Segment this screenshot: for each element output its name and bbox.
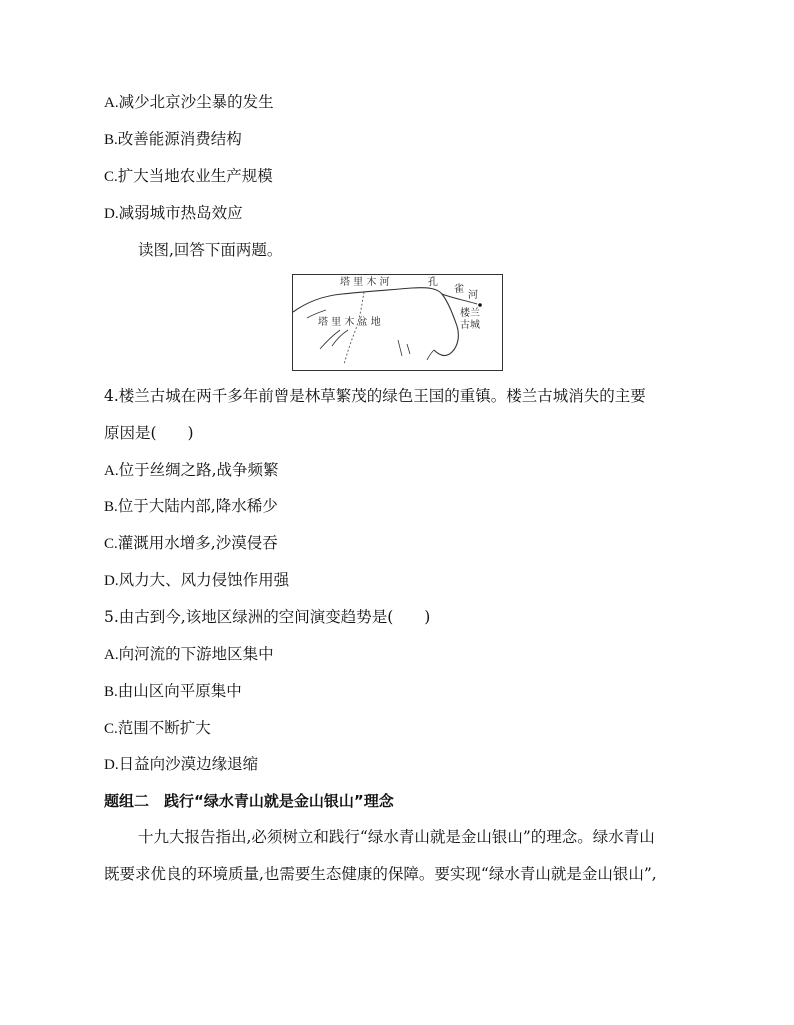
section-paragraph-line2: 既要求优良的环境质量,也需要生态健康的保障。要实现“绿水青山就是金山银山”,: [104, 865, 657, 883]
q5-stem: 5.由古到今,该地区绿洲的空间演变趋势是( ): [104, 608, 431, 626]
option-text: 位于大陆内部,降水稀少: [117, 497, 278, 515]
option-text: 减弱城市热岛效应: [118, 204, 243, 222]
option-text: 由山区向平原集中: [117, 682, 242, 700]
option-text: 范围不断扩大: [117, 719, 211, 737]
option-letter: C.: [104, 536, 118, 552]
loulan-city-dot: [478, 303, 482, 307]
q4-stem-line1: 4.楼兰古城在两千多年前曾是林草繁茂的绿色王国的重镇。楼兰古城消失的主要: [104, 387, 646, 405]
section-title: 题组二 践行“绿水青山就是金山银山”理念: [104, 792, 394, 810]
map-label-kongque-3: 河: [468, 290, 478, 301]
q4-option-b: [104, 496, 278, 517]
option-text: 向河流的下游地区集中: [118, 645, 274, 663]
q3-option-d: [104, 203, 243, 224]
instruction-text: 读图,回答下面两题。: [138, 241, 283, 259]
q5-option-b: [104, 681, 242, 702]
q4-option-c: [104, 533, 278, 554]
q5-option-d: [104, 754, 258, 775]
option-letter: A.: [104, 95, 119, 111]
option-text: 位于丝绸之路,战争频繁: [118, 461, 279, 479]
option-letter: C.: [104, 721, 118, 737]
map-label-tarim-river: 塔 里 木 河: [340, 277, 390, 288]
q4-option-d: [104, 570, 289, 591]
option-text: 灌溉用水增多,沙漠侵吞: [117, 534, 278, 552]
option-letter: B.: [104, 499, 118, 515]
q3-option-c: [104, 166, 273, 187]
lop-nur-map-figure: [292, 274, 503, 371]
option-letter: A.: [104, 647, 119, 663]
q3-option-b: [104, 129, 242, 150]
map-label-city-1: 楼兰: [460, 308, 480, 319]
q3-option-a: [104, 92, 274, 113]
option-letter: D.: [104, 206, 119, 222]
option-text: 扩大当地农业生产规模: [117, 167, 273, 185]
map-label-kongque-1: 孔: [428, 277, 438, 288]
option-letter: A.: [104, 463, 119, 479]
option-letter: C.: [104, 169, 118, 185]
option-letter: B.: [104, 132, 118, 148]
q5-option-c: [104, 718, 211, 739]
map-label-tarim-basin: 塔 里 木 盆 地: [318, 317, 381, 328]
q4-stem-line2: 原因是( ): [104, 424, 194, 442]
option-letter: D.: [104, 573, 119, 589]
map-label-kongque-2: 雀: [454, 284, 464, 295]
option-text: 减少北京沙尘暴的发生: [118, 93, 274, 111]
option-letter: B.: [104, 684, 118, 700]
map-label-city-2: 古城: [460, 320, 480, 331]
option-text: 日益向沙漠边缘退缩: [118, 755, 259, 773]
section-paragraph-line1: 十九大报告指出,必须树立和践行“绿水青山就是金山银山”的理念。绿水青山: [138, 828, 655, 846]
option-letter: D.: [104, 757, 119, 773]
option-text: 改善能源消费结构: [117, 130, 242, 148]
option-text: 风力大、风力侵蚀作用强: [118, 571, 290, 589]
q5-option-a: [104, 644, 274, 665]
q4-option-a: [104, 460, 279, 481]
